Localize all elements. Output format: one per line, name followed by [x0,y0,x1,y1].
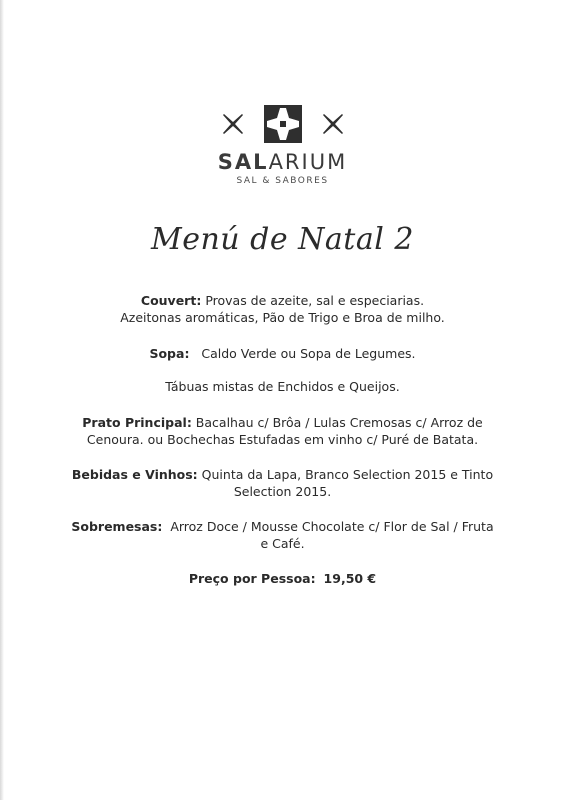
tabuas-text: Tábuas mistas de Enchidos e Queijos. [165,379,400,394]
section-preco [60,570,505,587]
couvert-label: Couvert: [140,293,202,308]
brand-name-light: ARIUM [268,150,348,174]
sopa-text: Caldo Verde ou Sopa de Legumes. [201,346,416,361]
section-prato-principal [60,414,505,448]
preco-value: 19,50 € [323,571,377,586]
section-sobremesas [60,518,505,552]
sopa-label: Sopa: [149,346,190,361]
prato-line1: Bacalhau c/ Brôa / Lulas Cremosas c/ Arroz de [195,415,483,430]
brand-name [0,150,565,174]
brand-logo [0,104,565,186]
section-tabuas [60,378,505,395]
menu-title: Menú de Natal 2 [151,222,414,257]
sobremesas-line2: e Café. [260,536,305,551]
couvert-line1: Provas de azeite, sal e especiarias. [205,293,425,308]
preco-label: Preço por Pessoa: [188,571,316,586]
brand-name-bold: SAL [217,150,269,174]
sobremesas-line1: Arroz Doce / Mousse Chocolate c/ Flor de Sal / Fruta [170,519,494,534]
bebidas-line2: Selection 2015. [233,484,332,499]
section-sopa [60,345,505,362]
section-bebidas [60,466,505,500]
section-couvert [60,292,505,326]
salarium-emblem-icon [218,104,348,144]
bebidas-line1: Quinta da Lapa, Branco Selection 2015 e Tinto [201,467,494,482]
bebidas-label: Bebidas e Vinhos: [71,467,198,482]
prato-line2: Cenoura. ou Bochechas Estufadas em vinho c/ Puré de Batata. [86,432,479,447]
brand-tagline: SAL & SABORES [236,176,329,186]
couvert-line2: Azeitonas aromáticas, Pão de Trigo e Broa de milho. [120,310,445,325]
prato-label: Prato Principal: [82,415,192,430]
sobremesas-label: Sobremesas: [71,519,163,534]
